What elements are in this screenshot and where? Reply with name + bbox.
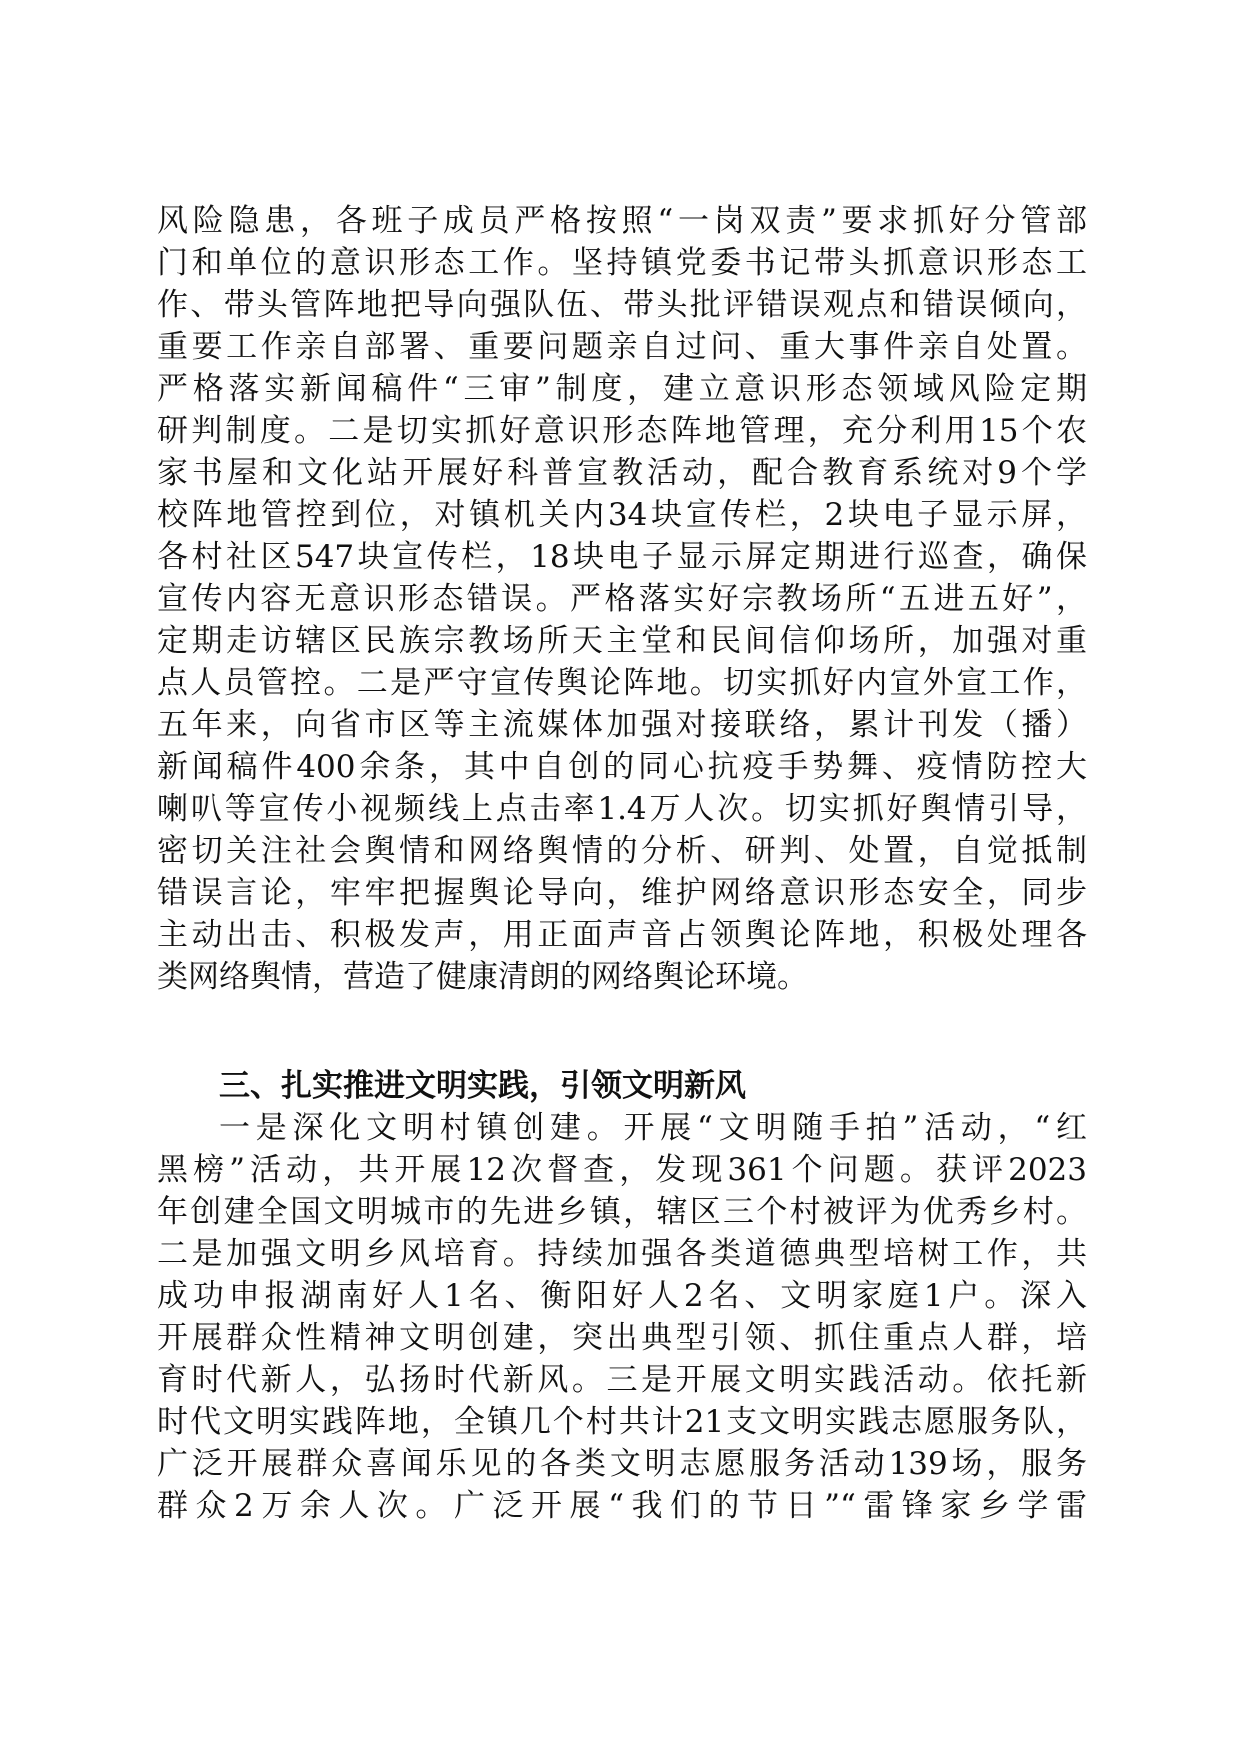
- text-line: 作、带头管阵地把导向强队伍、带头批评错误观点和错误倾向，: [157, 287, 1087, 323]
- text-line: 成功申报湖南好人1名、衡阳好人2名、文明家庭1户。深入: [157, 1278, 1087, 1314]
- text-line: 重要工作亲自部署、重要问题亲自过问、重大事件亲自处置。: [157, 329, 1087, 365]
- section-heading: 三、扎实推进文明实践，引领文明新风: [219, 1068, 746, 1104]
- text-line: 宣传内容无意识形态错误。严格落实好宗教场所“五进五好”，: [157, 581, 1087, 617]
- text-line: 门和单位的意识形态工作。坚持镇党委书记带头抓意识形态工: [157, 245, 1087, 281]
- body-paragraph-1: [157, 200, 1087, 998]
- text-line: 二是加强文明乡风培育。持续加强各类道德典型培树工作，共: [157, 1236, 1087, 1272]
- text-line: 研判制度。二是切实抓好意识形态阵地管理，充分利用15个农: [157, 413, 1087, 449]
- text-line: 主动出击、积极发声，用正面声音占领舆论阵地，积极处理各: [157, 917, 1087, 953]
- text-line: 一是深化文明村镇创建。开展“文明随手拍”活动，“红: [219, 1110, 1087, 1146]
- text-line: 时代文明实践阵地，全镇几个村共计21支文明实践志愿服务队，: [157, 1404, 1087, 1440]
- text-line: 定期走访辖区民族宗教场所天主堂和民间信仰场所，加强对重: [157, 623, 1087, 659]
- text-line: 育时代新人，弘扬时代新风。三是开展文明实践活动。依托新: [157, 1362, 1087, 1398]
- text-line: 喇叭等宣传小视频线上点击率1.4万人次。切实抓好舆情引导，: [157, 791, 1087, 827]
- text-line: 群众2万余人次。广泛开展“我们的节日”“雷锋家乡学雷: [157, 1488, 1087, 1524]
- text-line: 广泛开展群众喜闻乐见的各类文明志愿服务活动139场，服务: [157, 1446, 1087, 1482]
- text-line: 风险隐患，各班子成员严格按照“一岗双责”要求抓好分管部: [157, 203, 1087, 239]
- text-line: 家书屋和文化站开展好科普宣教活动，配合教育系统对9个学: [157, 455, 1087, 491]
- text-line: 开展群众性精神文明创建，突出典型引领、抓住重点人群，培: [157, 1320, 1087, 1356]
- text-line: 年创建全国文明城市的先进乡镇，辖区三个村被评为优秀乡村。: [157, 1194, 1087, 1230]
- text-line: 新闻稿件400余条，其中自创的同心抗疫手势舞、疫情防控大: [157, 749, 1087, 785]
- text-line: 黑榜”活动，共开展12次督查，发现361个问题。获评2023: [157, 1152, 1087, 1188]
- text-line: 错误言论，牢牢把握舆论导向，维护网络意识形态安全，同步: [157, 875, 1087, 911]
- text-line: 类网络舆情，营造了健康清朗的网络舆论环境。: [157, 959, 808, 995]
- text-line: 严格落实新闻稿件“三审”制度，建立意识形态领域风险定期: [157, 371, 1087, 407]
- text-line: 五年来，向省市区等主流媒体加强对接联络，累计刊发（播）: [157, 707, 1087, 743]
- text-line: 校阵地管控到位，对镇机关内34块宣传栏，2块电子显示屏，: [157, 497, 1087, 533]
- text-line: 点人员管控。二是严守宣传舆论阵地。切实抓好内宣外宣工作，: [157, 665, 1087, 701]
- text-line: 各村社区547块宣传栏，18块电子显示屏定期进行巡查，确保: [157, 539, 1087, 575]
- body-paragraph-2: [157, 1107, 1087, 1527]
- text-line: 密切关注社会舆情和网络舆情的分析、研判、处置，自觉抵制: [157, 833, 1087, 869]
